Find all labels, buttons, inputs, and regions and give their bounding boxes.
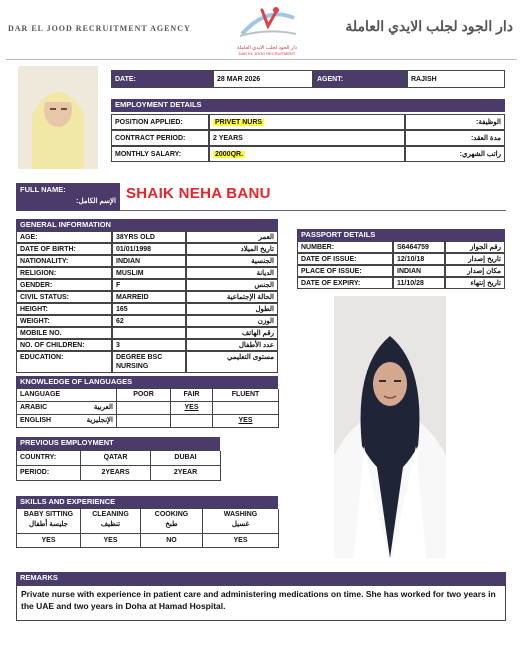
skills-table (16, 508, 278, 548)
general-label-ar: العمر (186, 231, 278, 243)
general-label-ar: الجنس (186, 279, 278, 291)
general-label: HEIGHT: (16, 303, 112, 315)
skill-washing-en: WASHING (223, 511, 258, 518)
general-value: 62 (112, 315, 186, 327)
agency-name-en: DAR EL JOOD RECRUITMENT AGENCY (8, 24, 191, 33)
general-value: 38YRS OLD (112, 231, 186, 243)
candidate-photo-large (334, 296, 446, 558)
skill-cooking-ar: طبخ (165, 521, 178, 528)
logo-text-en: DAR EL JOOD RECRUITMENT (238, 51, 296, 56)
general-value: F (112, 279, 186, 291)
header-divider (6, 59, 517, 60)
passport-details-title: PASSPORT DETAILS (297, 229, 505, 241)
passport-value: 11/10/28 (393, 277, 445, 289)
date-value: 28 MAR 2026 (213, 70, 313, 88)
passport-label: NUMBER: (297, 241, 393, 253)
general-label-ar: تاريخ الميلاد (186, 243, 278, 255)
agency-name-ar: دار الجود لجلب الايدي العاملة (345, 18, 513, 34)
remarks-title: REMARKS (16, 572, 506, 585)
general-label-ar: الديانة (186, 267, 278, 279)
lang-english-fluent: YES (213, 415, 279, 428)
passport-value: S6464759 (393, 241, 445, 253)
agent-label: AGENT: (313, 70, 407, 88)
lang-arabic-fluent (213, 402, 279, 415)
passport-label: DATE OF ISSUE: (297, 253, 393, 265)
skills-title: SKILLS AND EXPERIENCE (16, 496, 278, 508)
general-label-ar: الوزن (186, 315, 278, 327)
agent-value: RAJISH (407, 70, 505, 88)
general-info-title: GENERAL INFORMATION (16, 219, 278, 231)
general-value: 165 (112, 303, 186, 315)
position-label: POSITION APPLIED: (111, 114, 209, 130)
general-label: AGE: (16, 231, 112, 243)
contract-value: 2 YEARS (209, 130, 405, 146)
education-value-line2: NURSING (116, 363, 149, 370)
skill-cooking-en: COOKING (154, 511, 189, 518)
passport-label: PLACE OF ISSUE: (297, 265, 393, 277)
general-label: CIVIL STATUS: (16, 291, 112, 303)
general-label: MOBILE NO. (16, 327, 112, 339)
lang-english-ar: الإنجليزية (86, 417, 113, 424)
previous-employment-title: PREVIOUS EMPLOYMENT (16, 437, 220, 450)
lang-header-language: LANGUAGE (17, 389, 117, 402)
lang-english-en: ENGLISH (20, 417, 52, 424)
general-label-ar: عدد الأطفال (186, 339, 278, 351)
education-label-ar: مستوى التعليمي (186, 351, 278, 373)
general-label: RELIGION: (16, 267, 112, 279)
general-label-ar: الحالة الإجتماعية (186, 291, 278, 303)
position-value-text: PRIVET NURS (215, 119, 263, 126)
logo-icon (232, 4, 302, 40)
skill-babysitting-value: YES (17, 534, 81, 548)
position-value (209, 114, 405, 130)
general-label: WEIGHT: (16, 315, 112, 327)
general-value (112, 327, 186, 339)
remarks-box (16, 585, 506, 621)
general-value: 01/01/1998 (112, 243, 186, 255)
passport-label-ar: مكان إصدار (445, 265, 505, 277)
general-label: GENDER: (16, 279, 112, 291)
date-agent-row (111, 70, 505, 88)
agency-logo (232, 4, 302, 54)
general-label: NO. OF CHILDREN: (16, 339, 112, 351)
general-label-ar: الجنسية (186, 255, 278, 267)
prev-period-1: 2YEARS (81, 466, 151, 481)
lang-english (17, 415, 117, 428)
education-label: EDUCATION: (16, 351, 112, 373)
lang-arabic (17, 402, 117, 415)
contract-label: CONTRACT PERIOD: (111, 130, 209, 146)
full-name-label-ar: الإسم الكامل: (76, 198, 116, 205)
languages-table (16, 388, 278, 428)
lang-arabic-fair: YES (171, 402, 213, 415)
candidate-photo-small (18, 66, 98, 169)
prev-country-2: DUBAI (151, 451, 221, 466)
lang-header-poor: POOR (117, 389, 171, 402)
passport-value: 12/10/18 (393, 253, 445, 265)
prev-country-1: QATAR (81, 451, 151, 466)
passport-value: INDIAN (393, 265, 445, 277)
lang-arabic-ar: العربية (93, 404, 113, 411)
logo-text-ar: دار الجود لجلب الايدي العاملة (237, 45, 297, 51)
prev-country-label: COUNTRY: (17, 451, 81, 466)
position-label-ar: الوظيفة: (405, 114, 505, 130)
languages-title: KNOWLEDGE OF LANGUAGES (16, 376, 278, 388)
salary-label: MONTHLY SALARY: (111, 146, 209, 162)
general-label-ar: رقم الهاتف (186, 327, 278, 339)
passport-label-ar: تاريخ إنتهاء (445, 277, 505, 289)
full-name-underline (120, 210, 506, 211)
skill-washing-ar: غسيل (231, 521, 250, 528)
salary-value-text: 2000QR. (215, 151, 244, 158)
full-name-value: SHAIK NEHA BANU (126, 185, 271, 202)
prev-period-2: 2YEAR (151, 466, 221, 481)
skill-cleaning-value: YES (81, 534, 141, 548)
lang-english-fair (171, 415, 213, 428)
skill-cooking-value: NO (141, 534, 203, 548)
skill-babysitting (17, 509, 81, 534)
general-value: INDIAN (112, 255, 186, 267)
skill-cleaning (81, 509, 141, 534)
lang-english-poor (117, 415, 171, 428)
salary-value (209, 146, 405, 162)
salary-label-ar: راتب الشهري: (405, 146, 505, 162)
skill-babysitting-en: BABY SITTING (23, 511, 74, 518)
contract-label-ar: مدة العقد: (405, 130, 505, 146)
prev-period-label: PERIOD: (17, 466, 81, 481)
lang-arabic-poor (117, 402, 171, 415)
passport-label: DATE OF EXPIRY: (297, 277, 393, 289)
skill-washing-value: YES (203, 534, 279, 548)
full-name-label: FULL NAME: (20, 185, 66, 194)
skill-cleaning-en: CLEANING (92, 511, 129, 518)
lang-arabic-en: ARABIC (20, 404, 48, 411)
education-value (112, 351, 186, 373)
general-value: 3 (112, 339, 186, 351)
lang-header-fluent: FLUENT (213, 389, 279, 402)
date-label: DATE: (111, 70, 213, 88)
skill-cleaning-ar: تنظيف (100, 521, 121, 528)
lang-header-fair: FAIR (171, 389, 213, 402)
remarks-text: Private nurse with experience in patient care and administering medications on time. She has worked for two years in the UAE and two years in Doha at Hamad Hospital. (21, 589, 496, 611)
full-name-label-box (16, 183, 120, 211)
skill-babysitting-ar: جليسة أطفال (29, 521, 68, 528)
education-value-line1: DEGREE BSC (116, 354, 163, 361)
skill-washing (203, 509, 279, 534)
header (0, 0, 523, 60)
passport-label-ar: تاريخ إصدار (445, 253, 505, 265)
general-label-ar: الطول (186, 303, 278, 315)
employment-details-title: EMPLOYMENT DETAILS (111, 99, 505, 112)
previous-employment-table (16, 450, 220, 481)
passport-label-ar: رقم الجواز (445, 241, 505, 253)
skill-cooking (141, 509, 203, 534)
general-label: NATIONALITY: (16, 255, 112, 267)
general-value: MUSLIM (112, 267, 186, 279)
general-value: MARREID (112, 291, 186, 303)
general-label: DATE OF BIRTH: (16, 243, 112, 255)
